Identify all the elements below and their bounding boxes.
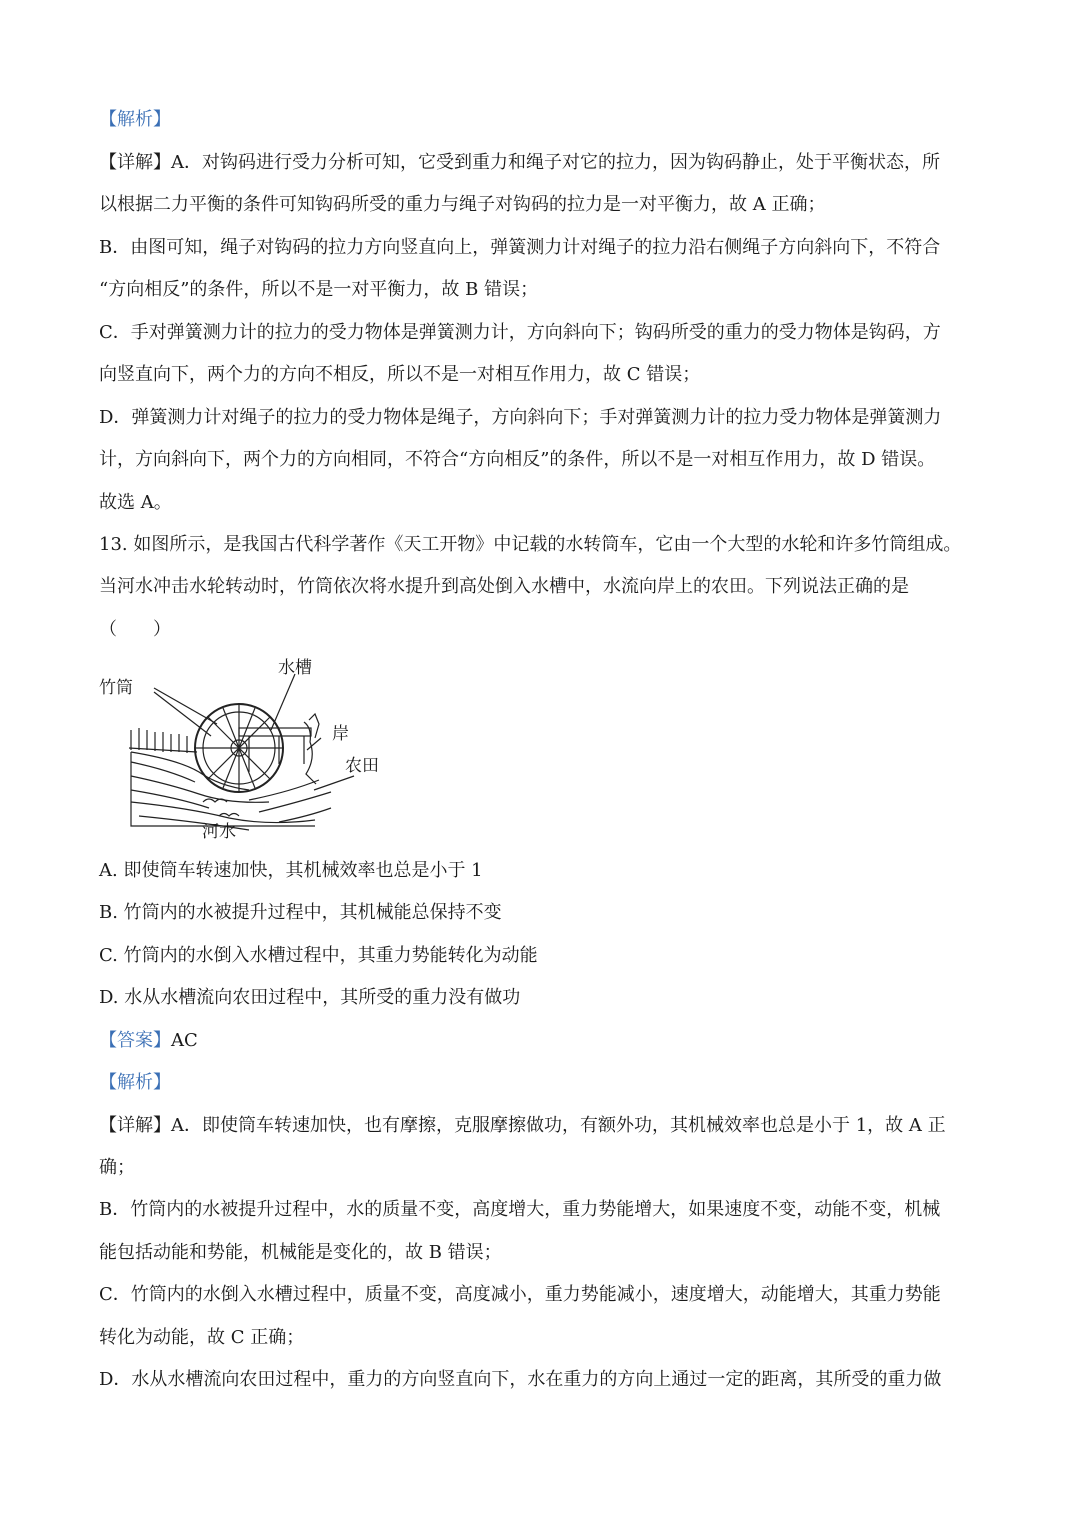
label-bank: 岸 (332, 724, 349, 744)
paragraph-line: B．由图可知，绳子对钩码的拉力方向竖直向上，弹簧测力计对绳子的拉力沿右侧绳子方向斜向下，不符合 (99, 237, 941, 258)
label-river: 河水 (202, 822, 236, 842)
paragraph-line: C．手对弹簧测力计的拉力的受力物体是弹簧测力计，方向斜向下；钩码所受的重力的受力物体是钩码，方 (99, 322, 941, 343)
waterwheel-illustration (99, 652, 399, 844)
paragraph-line: D．弹簧测力计对绳子的拉力的受力物体是绳子，方向斜向下；手对弹簧测力计的拉力受力物体是弹簧测力 (99, 407, 942, 428)
paragraph-line: B．竹筒内的水被提升过程中，水的质量不变，高度增大，重力势能增大，如果速度不变，动能不变，机械 (99, 1199, 941, 1220)
paragraph-line: 能包括动能和势能，机械能是变化的，故 B 错误； (99, 1242, 502, 1263)
paragraph-line: 确； (99, 1157, 135, 1178)
paragraph-line: D．水从水槽流向农田过程中，重力的方向竖直向下，水在重力的方向上通过一定的距离，其所受的重力做 (99, 1369, 942, 1390)
paragraph-line: 转化为动能，故 C 正确； (99, 1327, 305, 1348)
answer-blank: （ ） (99, 619, 171, 640)
option-d: D. 水从水槽流向农田过程中，其所受的重力没有做功 (99, 987, 521, 1008)
paragraph-line: 【详解】A．对钩码进行受力分析可知，它受到重力和绳子对它的拉力，因为钩码静止，处于平衡状态，所 (99, 152, 940, 173)
label-water-trough: 水槽 (278, 658, 312, 678)
analysis-heading: 【解析】 (99, 109, 171, 130)
option-c: C. 竹筒内的水倒入水槽过程中，其重力势能转化为动能 (99, 945, 538, 966)
paragraph-line: 以根据二力平衡的条件可知钩码所受的重力与绳子对钩码的拉力是一对平衡力，故 A 正确； (99, 194, 826, 215)
question-stem-line: 当河水冲击水轮转动时，竹筒依次将水提升到高处倒入水槽中，水流向岸上的农田。下列说法正确的是 (99, 576, 909, 597)
label-farmland: 农田 (345, 756, 379, 776)
answer-line: 【答案】AC (99, 1030, 198, 1051)
option-b: B. 竹筒内的水被提升过程中，其机械能总保持不变 (99, 902, 502, 923)
option-a: A. 即使筒车转速加快，其机械效率也总是小于 1 (99, 860, 483, 881)
paragraph-line: 计，方向斜向下，两个力的方向相同，不符合“方向相反”的条件，所以不是一对相互作用力，故 D 错误。 (99, 449, 936, 470)
label-bamboo-tube: 竹筒 (99, 678, 133, 698)
paragraph-line: 向竖直向下，两个力的方向不相反，所以不是一对相互作用力，故 C 错误； (99, 364, 701, 385)
paragraph-line: 故选 A。 (99, 492, 172, 513)
paragraph-line: C．竹筒内的水倒入水槽过程中，质量不变，高度减小，重力势能减小，速度增大，动能增大，其重力势能 (99, 1284, 941, 1305)
waterwheel-figure (99, 652, 399, 844)
question-stem-line: 13. 如图所示，是我国古代科学著作《天工开物》中记载的水转筒车，它由一个大型的水轮和许多竹筒组成。 (99, 534, 962, 555)
paragraph-line: “方向相反”的条件，所以不是一对平衡力，故 B 错误； (99, 279, 539, 300)
analysis-heading: 【解析】 (99, 1072, 171, 1093)
paragraph-line: 【详解】A．即使筒车转速加快，也有摩擦，克服摩擦做功，有额外功，其机械效率也总是小于 1，故 A 正 (99, 1115, 946, 1136)
